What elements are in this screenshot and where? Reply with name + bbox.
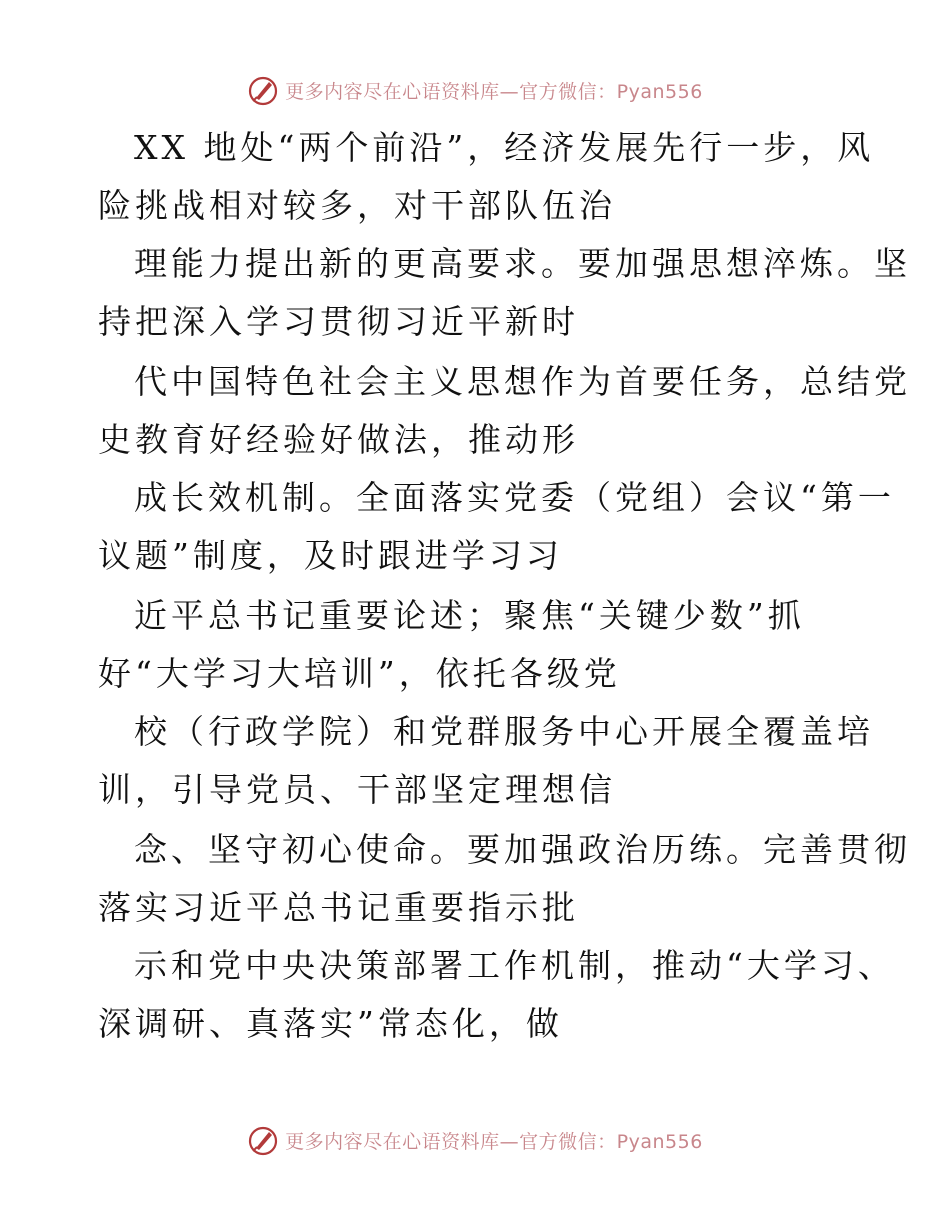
body-line: 校（行政学院）和党群服务中心开展全覆盖培	[134, 712, 874, 751]
body-line: 代中国特色社会主义思想作为首要任务，总结党	[134, 362, 911, 401]
body-line: 史教育好经验好做法，推动形	[98, 420, 579, 459]
body-line: 好“大学习大培训”，依托各级党	[98, 654, 621, 693]
body-line: 议题”制度，及时跟进学习习	[98, 536, 563, 575]
body-line: 持把深入学习贯彻习近平新时	[98, 302, 579, 341]
body-line: 理能力提出新的更高要求。要加强思想淬炼。坚	[134, 244, 911, 283]
body-line: 念、坚守初心使命。要加强政治历练。完善贯彻	[134, 830, 911, 869]
quill-pen-seal-icon	[247, 74, 279, 106]
quill-pen-seal-icon	[247, 1124, 279, 1156]
body-line: 成长效机制。全面落实党委（党组）会议“第一	[134, 478, 895, 517]
body-line: XX 地处“两个前沿”，经济发展先行一步，风	[134, 128, 875, 167]
body-line: 示和党中央决策部署工作机制，推动“大学习、	[134, 946, 895, 985]
body-line: 近平总书记重要论述；聚焦“关键少数”抓	[134, 596, 805, 635]
body-line: 深调研、真落实”常态化，做	[98, 1004, 563, 1043]
header-watermark	[0, 70, 950, 110]
footer-watermark	[0, 1120, 950, 1160]
body-line: 训，引导党员、干部坚定理想信	[98, 770, 616, 809]
body-line: 落实习近平总书记重要指示批	[98, 888, 579, 927]
watermark-text: 更多内容尽在心语资料库—官方微信：Pyan556	[285, 1130, 703, 1153]
watermark-text: 更多内容尽在心语资料库—官方微信：Pyan556	[285, 80, 703, 103]
body-line: 险挑战相对较多，对干部队伍治	[98, 186, 616, 225]
